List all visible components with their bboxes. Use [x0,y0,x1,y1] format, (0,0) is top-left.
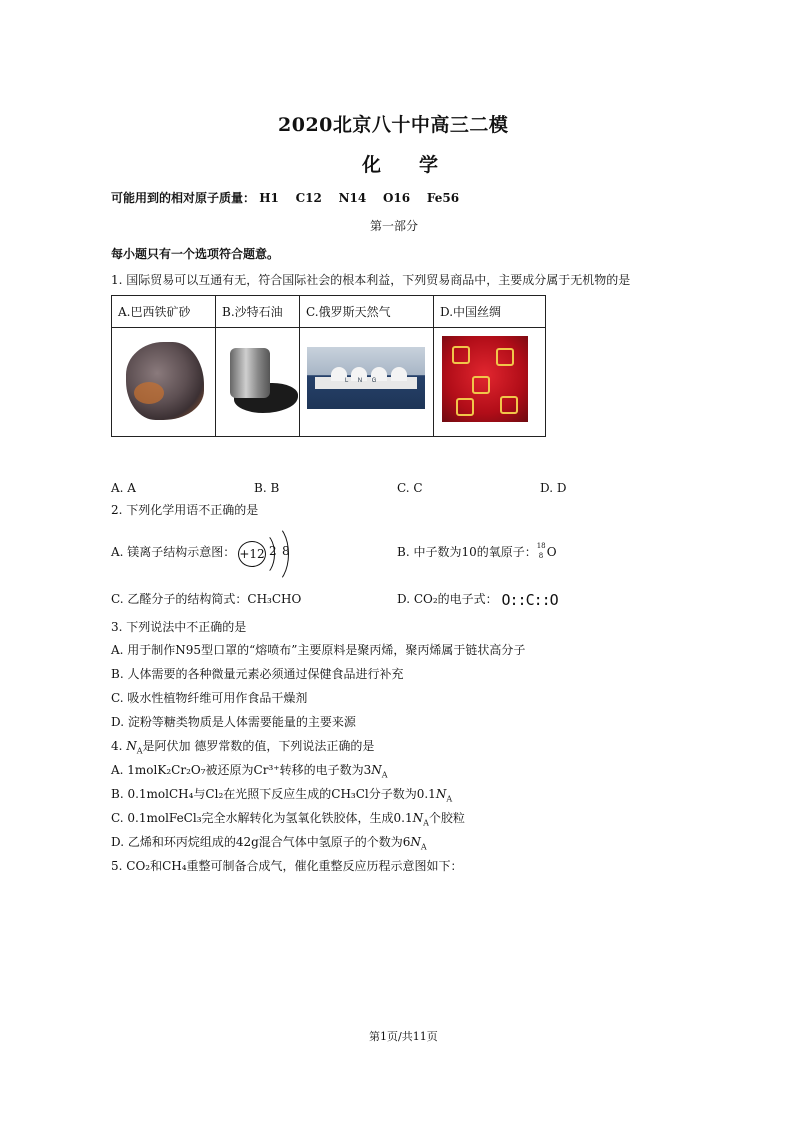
silk-pattern [500,396,518,414]
q4-option-c [111,810,465,826]
section-part: 第一部分 [370,219,419,233]
q5-stem: 5. CO₂和CH₄重整可制备合成气，催化重整反应历程示意图如下： [111,859,463,873]
q4-stem-text: 是阿伏加 德罗常数的值，下列说法正确的是 [142,739,375,753]
q4-option-c-text: C. 0.1molFeCl₃完全水解转化为氢氧化铁胶体，生成0.1 [111,811,413,825]
mass-number: 18 [536,541,546,550]
q4-stem [111,738,374,754]
iron-ore-image [126,342,204,420]
q4-option-d-text: D. 乙烯和环丙烷组成的42g混合气体中氢原子的个数为6 [111,835,411,849]
oxygen-symbol: O [546,545,557,559]
q1-stem: 1. 国际贸易可以互通有无，符合国际社会的根本利益，下列贸易商品中，主要成分属于无机物的是 [111,273,631,287]
atomic-mass-label: 可能用到的相对原子质量： [111,191,256,205]
q4-option-b [111,786,452,802]
atomic-mass-line [111,190,459,206]
q2-option-c [111,591,301,607]
avogadro-symbol: N [435,787,447,801]
atomic-mass-h: H1 [259,191,279,205]
avogadro-symbol: N [412,811,424,825]
q4-option-d [111,834,427,850]
q2-stem: 2. 下列化学用语不正确的是 [111,503,259,517]
ship-letters: L N G [345,378,381,384]
shell2-electrons: 8 [282,544,290,558]
q1-header-c: C.俄罗斯天然气 [300,296,434,328]
q2-option-a-label: A. 镁离子结构示意图： [111,545,236,559]
q1-option-a: A. A [111,481,136,495]
q4-number: 4. [111,739,127,753]
q4-option-a [111,762,388,778]
q1-image-cell-d [434,328,546,437]
q1-option-b: B. B [254,481,280,495]
q3-option-a: A. 用于制作N95型口罩的“熔喷布”主要原料是聚丙烯，聚丙烯属于链状高分子 [111,643,526,657]
avogadro-symbol: N [126,739,137,753]
q1-image-cell-b [216,328,300,437]
avogadro-symbol: N [371,763,382,777]
mg-nucleus: +12 [238,541,266,567]
avogadro-subscript: A [381,770,388,780]
q3-option-c: C. 吸水性植物纤维可用作食品干燥剂 [111,691,308,705]
shell1-electrons: 2 [269,544,277,558]
silk-pattern [472,376,490,394]
q3-stem: 3. 下列说法中不正确的是 [111,620,247,634]
atomic-mass-c: C12 [295,191,322,205]
subject-title: 化 学 [362,154,439,176]
q3-option-d: D. 淀粉等糖类物质是人体需要能量的主要来源 [111,715,356,729]
q3-option-b: B. 人体需要的各种微量元素必须通过保健食品进行补充 [111,667,404,681]
avogadro-subscript: A [446,794,453,804]
avogadro-subscript: A [423,818,429,828]
q1-option-c: C. C [397,481,423,495]
ship-tank [391,367,407,381]
silk-pattern [496,348,514,366]
atomic-mass-fe: Fe56 [426,191,460,205]
q1-table [111,295,546,437]
q4-option-a-text: A. 1molK₂Cr₂O₇被还原为Cr³⁺转移的电子数为3 [111,763,372,777]
silk-pattern [456,398,474,416]
q2-option-d-label: D. CO₂的电子式： [397,592,498,606]
q1-option-d: D. D [540,481,567,495]
page-title: 2020北京八十中高三二模 [278,114,509,136]
silk-image [442,336,528,422]
page-number: 第1页/共11页 [369,1030,438,1043]
q4-option-c-tail: 个胶粒 [428,811,465,825]
mg-ion-diagram [238,524,300,582]
q1-image-cell-a [112,328,216,437]
section-instruction: 每小题只有一个选项符合题意。 [111,247,280,261]
q2-option-b-label: B. 中子数为10的氧原子： [397,545,537,559]
q1-image-cell-c [300,328,434,437]
atomic-mass-n: N14 [338,191,367,205]
atomic-number: 8 [538,551,544,560]
avogadro-symbol: N [410,835,421,849]
acetaldehyde-formula: CH₃CHO [247,592,302,606]
silk-pattern [452,346,470,364]
q2-option-d [397,591,558,608]
q1-header-a: A.巴西铁矿砂 [112,296,216,328]
q1-header-b: B.沙特石油 [216,296,300,328]
q2-option-c-label: C. 乙醛分子的结构简式： [111,592,248,606]
q2-option-b [397,541,557,560]
atomic-mass-o: O16 [382,191,411,205]
avogadro-subscript: A [420,842,427,852]
co2-electron-formula: O::C::O [501,591,558,609]
isotope-notation [536,541,547,560]
q4-option-b-text: B. 0.1molCH₄与Cl₂在光照下反应生成的CH₃Cl分子数为0.1 [111,787,436,801]
lng-ship-image [307,347,425,409]
avogadro-subscript: A [136,746,143,756]
q1-header-d: D.中国丝绸 [434,296,546,328]
oil-barrel-image [230,348,270,398]
